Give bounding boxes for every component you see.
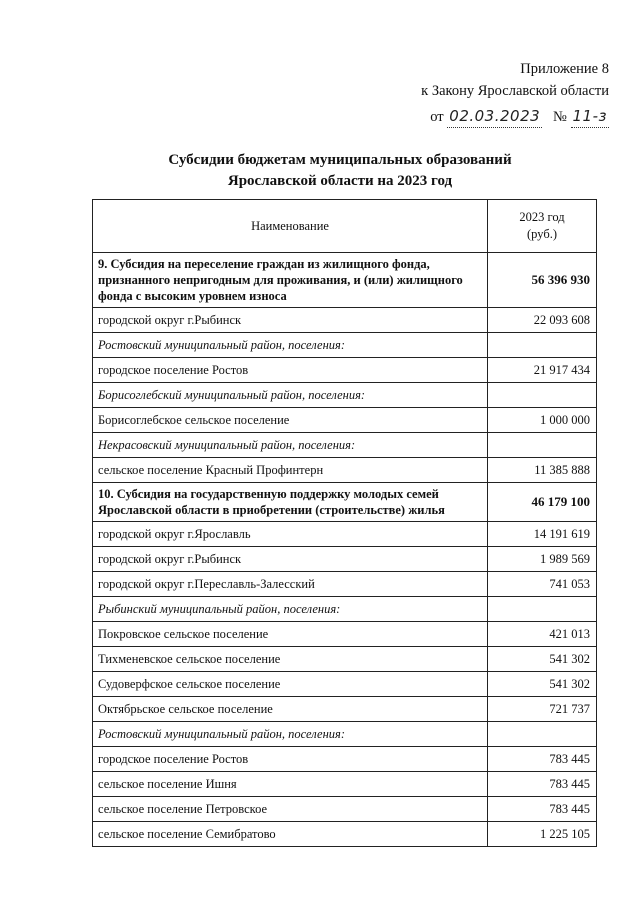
column-header-year: 2023 год <box>519 210 565 224</box>
row-amount <box>488 597 597 622</box>
row-name: Рыбинский муниципальный район, поселения: <box>93 597 488 622</box>
table-row <box>93 822 597 847</box>
row-name: городской округ г.Переславль-Залесский <box>93 572 488 597</box>
row-amount: 541 302 <box>488 672 597 697</box>
row-amount <box>488 383 597 408</box>
section-row <box>93 253 597 308</box>
table-row <box>93 522 597 547</box>
row-name: сельское поселение Красный Профинтерн <box>93 458 488 483</box>
row-amount: 21 917 434 <box>488 358 597 383</box>
table-row <box>93 622 597 647</box>
title-line-1: Субсидии бюджетам муниципальных образований <box>168 152 512 168</box>
table-header-row <box>93 200 597 253</box>
table-row <box>93 547 597 572</box>
district-row <box>93 383 597 408</box>
handwritten-number: 11-з <box>571 105 609 128</box>
row-name: Борисоглебское сельское поселение <box>93 408 488 433</box>
row-amount: 783 445 <box>488 772 597 797</box>
number-prefix: № <box>553 109 567 125</box>
row-amount: 783 445 <box>488 747 597 772</box>
table-row <box>93 697 597 722</box>
row-amount: 783 445 <box>488 797 597 822</box>
title-line-2: Ярославской области на 2023 год <box>227 173 453 189</box>
district-row <box>93 433 597 458</box>
table-row <box>93 797 597 822</box>
table-row <box>93 647 597 672</box>
appendix-header <box>349 58 609 128</box>
row-name: Некрасовский муниципальный район, поселения: <box>93 433 488 458</box>
row-amount: 11 385 888 <box>488 458 597 483</box>
appendix-law-ref: к Закону Ярославской области <box>421 83 609 99</box>
row-amount: 56 396 930 <box>488 253 597 308</box>
row-amount: 14 191 619 <box>488 522 597 547</box>
row-name: Тихменевское сельское поселение <box>93 647 488 672</box>
row-name: Ростовский муниципальный район, поселения: <box>93 722 488 747</box>
table-row <box>93 458 597 483</box>
column-header-name: Наименование <box>93 200 488 253</box>
row-name: Борисоглебский муниципальный район, поселения: <box>93 383 488 408</box>
row-amount <box>488 333 597 358</box>
row-name: городской округ г.Ярославль <box>93 522 488 547</box>
district-row <box>93 333 597 358</box>
table-row <box>93 408 597 433</box>
row-amount: 421 013 <box>488 622 597 647</box>
row-name: Судоверфское сельское поселение <box>93 672 488 697</box>
row-name: городской округ г.Рыбинск <box>93 308 488 333</box>
row-name: сельское поселение Семибратово <box>93 822 488 847</box>
date-prefix: от <box>430 109 444 125</box>
row-amount: 1 000 000 <box>488 408 597 433</box>
document-title <box>0 150 640 192</box>
row-name: сельское поселение Ишня <box>93 772 488 797</box>
row-amount <box>488 722 597 747</box>
row-name: городское поселение Ростов <box>93 747 488 772</box>
subsidies-table <box>92 199 597 847</box>
table-row <box>93 308 597 333</box>
handwritten-date: 02.03.2023 <box>447 105 542 128</box>
row-amount: 541 302 <box>488 647 597 672</box>
row-name: городское поселение Ростов <box>93 358 488 383</box>
row-amount: 741 053 <box>488 572 597 597</box>
row-amount: 1 989 569 <box>488 547 597 572</box>
row-name: 10. Субсидия на государственную поддержку молодых семей Ярославской области в приобретении (строительстве) жилья <box>93 483 488 522</box>
column-header-unit: (руб.) <box>527 227 557 241</box>
row-amount: 22 093 608 <box>488 308 597 333</box>
table-body <box>93 253 597 847</box>
row-name: городской округ г.Рыбинск <box>93 547 488 572</box>
district-row <box>93 722 597 747</box>
table-row <box>93 572 597 597</box>
row-amount: 721 737 <box>488 697 597 722</box>
law-date-line <box>349 105 609 128</box>
table-row <box>93 747 597 772</box>
row-name: 9. Субсидия на переселение граждан из жилищного фонда, признанного непригодным для проживания, и (или) жилищного фонда с высоким уровнем износа <box>93 253 488 308</box>
row-name: Октябрьское сельское поселение <box>93 697 488 722</box>
row-name: сельское поселение Петровское <box>93 797 488 822</box>
district-row <box>93 597 597 622</box>
table-row <box>93 672 597 697</box>
column-header-amount <box>488 200 597 253</box>
table-row <box>93 772 597 797</box>
appendix-number: Приложение 8 <box>520 61 609 77</box>
table-row <box>93 358 597 383</box>
row-amount: 46 179 100 <box>488 483 597 522</box>
row-name: Покровское сельское поселение <box>93 622 488 647</box>
section-row <box>93 483 597 522</box>
row-name: Ростовский муниципальный район, поселения: <box>93 333 488 358</box>
row-amount <box>488 433 597 458</box>
row-amount: 1 225 105 <box>488 822 597 847</box>
